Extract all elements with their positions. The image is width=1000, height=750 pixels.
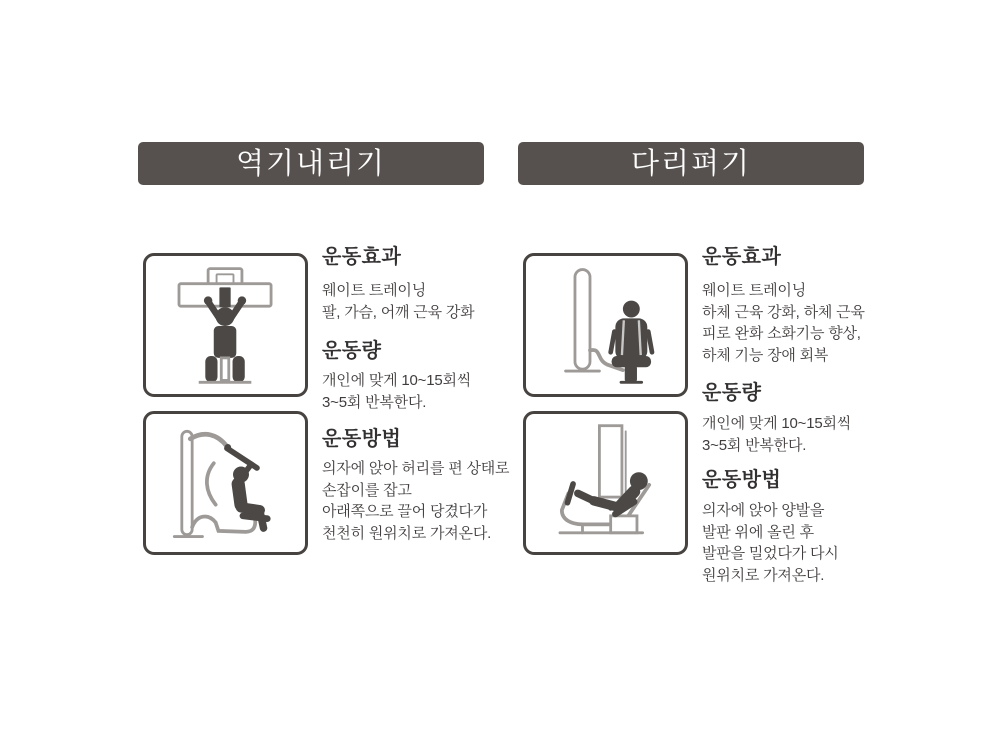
heading-effect: 운동효과 [702, 246, 782, 268]
legpress-info-column [702, 0, 887, 750]
pulldown-info-column [322, 0, 510, 750]
body-line: 개인에 맞게 10~15회씩 [702, 415, 852, 432]
heading-effect: 운동효과 [322, 246, 402, 268]
body-line: 의자에 앉아 양발을 [702, 502, 825, 519]
body-line: 3~5회 반복한다. [702, 436, 807, 454]
body-line: 개인에 맞게 10~15회씩 [322, 372, 472, 389]
body-line: 피로 완화 소화기능 향상, [702, 325, 861, 342]
pulldown-machine-side-icon [148, 417, 303, 549]
equipment-card [143, 411, 308, 555]
legpress-machine-side-icon [528, 417, 683, 549]
body-line: 손잡이를 잡고 [322, 481, 412, 499]
body-line: 하체 기능 장애 회복 [702, 346, 829, 364]
body-line: 팔, 가슴, 어깨 근육 강화 [322, 303, 475, 321]
section-title: 다리펴기 [630, 148, 752, 180]
body-line: 아래쪽으로 끌어 당겼다가 [322, 503, 488, 520]
legpress-machine-rear-icon [528, 259, 683, 391]
heading-method: 운동방법 [702, 469, 782, 491]
heading-amount: 운동량 [702, 382, 762, 404]
heading-method: 운동방법 [322, 428, 402, 450]
body-line: 하체 근육 강화, 하체 근육 [702, 303, 865, 321]
body-line: 의자에 앉아 허리를 편 상태로 [322, 460, 510, 477]
equipment-card [523, 411, 688, 555]
body-line: 웨이트 트레이닝 [702, 282, 806, 299]
body-line: 발판을 밀었다가 다시 [702, 545, 839, 562]
heading-amount: 운동량 [322, 340, 382, 362]
pulldown-machine-front-icon [148, 259, 303, 391]
body-line: 발판 위에 올린 후 [702, 523, 814, 541]
equipment-card [143, 253, 308, 397]
body-line: 웨이트 트레이닝 [322, 282, 426, 299]
section-title: 역기내리기 [235, 148, 387, 180]
equipment-card [523, 253, 688, 397]
body-line: 3~5회 반복한다. [322, 393, 427, 411]
body-line: 천천히 원위치로 가져온다. [322, 524, 492, 542]
body-line: 원위치로 가져온다. [702, 566, 825, 584]
